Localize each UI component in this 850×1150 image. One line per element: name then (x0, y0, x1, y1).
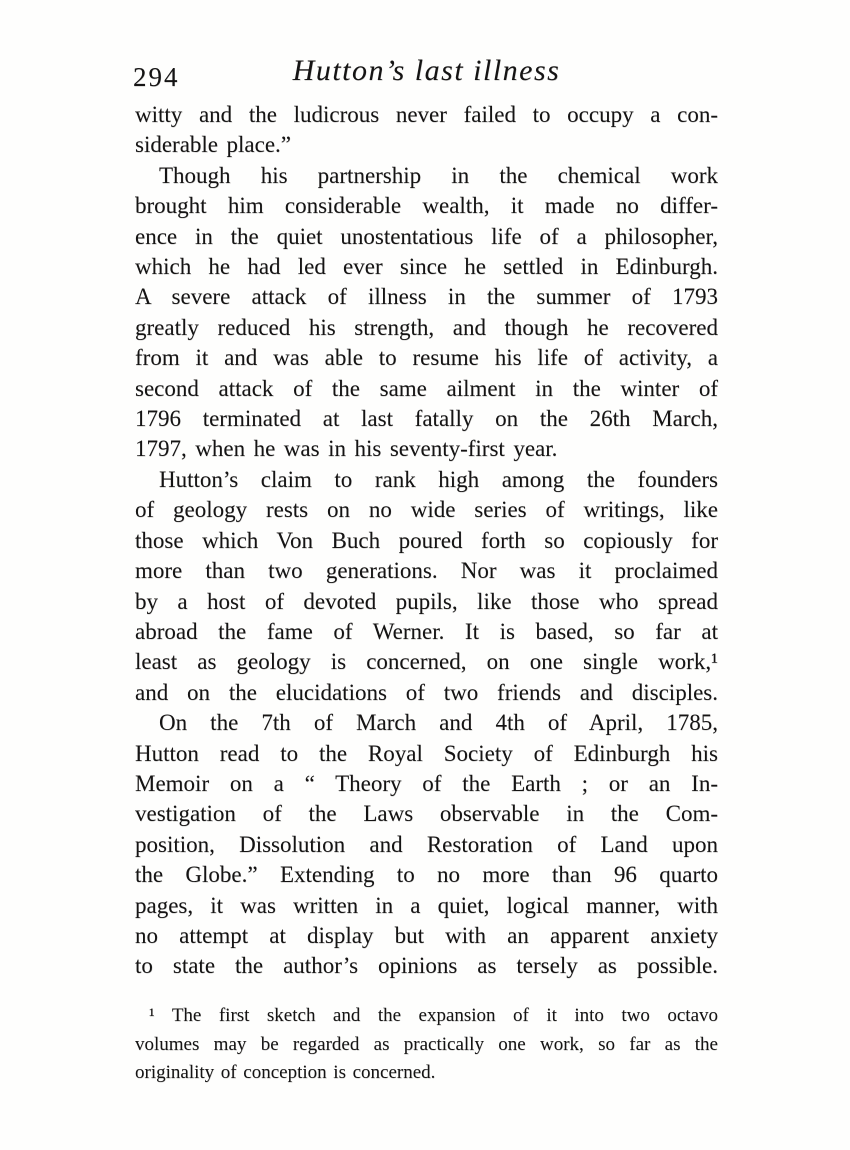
text-line: Memoir on a “ Theory of the Earth ; or an In- (135, 770, 718, 796)
text-line: brought him considerable wealth, it made no differ- (135, 193, 718, 219)
page-number: 294 (133, 62, 180, 92)
footnote-line: ¹ The first sketch and the expansion of it into two octavo (149, 1005, 718, 1026)
footnote-line: originality of conception is concerned. (135, 1062, 436, 1084)
text-line: pages, it was written in a quiet, logical manner, with (135, 892, 718, 918)
text-line: second attack of the same ailment in the winter of (135, 375, 718, 401)
text-line: abroad the fame of Werner. It is based, so far at (135, 618, 718, 644)
text-line: Hutton read to the Royal Society of Edinburgh his (135, 740, 718, 766)
text-line: the Globe.” Extending to no more than 96 quarto (135, 862, 718, 888)
text-line: witty and the ludicrous never failed to occupy a con- (135, 102, 718, 127)
text-line: and on the elucidations of two friends and disciples. (135, 679, 718, 705)
text-line: ence in the quiet unostentatious life of a philosopher, (135, 223, 718, 249)
text-line: 1797, when he was in his seventy-first year. (135, 436, 558, 462)
text-line: 1796 terminated at last fatally on the 26th March, (135, 406, 718, 432)
footnote-line: volumes may be regarded as practically one work, so far as the (135, 1033, 718, 1055)
text-line: from it and was able to resume his life of activity, a (135, 345, 718, 371)
text-line: no attempt at display but with an apparent anxiety (135, 922, 718, 948)
text-line: to state the author’s opinions as tersely as possible. (135, 953, 718, 979)
text-line: by a host of devoted pupils, like those who spread (135, 588, 718, 614)
text-line: siderable place.” (135, 132, 291, 158)
text-line: On the 7th of March and 4th of April, 1785, (159, 710, 718, 736)
text-line: greatly reduced his strength, and though he recovered (135, 314, 718, 340)
text-line: Hutton’s claim to rank high among the founders (159, 466, 718, 492)
text-line: vestigation of the Laws observable in the Com- (135, 801, 718, 827)
text-line: more than two generations. Nor was it proclaimed (135, 558, 718, 584)
paragraph (135, 100, 718, 161)
paragraph (135, 465, 718, 708)
text-line: which he had led ever since he settled in Edinburgh. (135, 254, 718, 280)
text-line: those which Von Buch poured forth so copiously for (135, 527, 718, 553)
text-line: A severe attack of illness in the summer of 1793 (135, 284, 718, 310)
paragraph (135, 161, 718, 465)
text-line: least as geology is concerned, on one single work,¹ (135, 649, 718, 675)
text-line: position, Dissolution and Restoration of Land upon (135, 831, 718, 857)
footnote (135, 1002, 718, 1088)
running-title: Hutton’s last illness (292, 54, 561, 87)
body-text (135, 100, 718, 982)
paragraph (135, 708, 718, 982)
page-header (135, 54, 718, 98)
text-line: Though his partnership in the chemical work (159, 162, 718, 188)
text-line: of geology rests on no wide series of writings, like (135, 497, 718, 523)
